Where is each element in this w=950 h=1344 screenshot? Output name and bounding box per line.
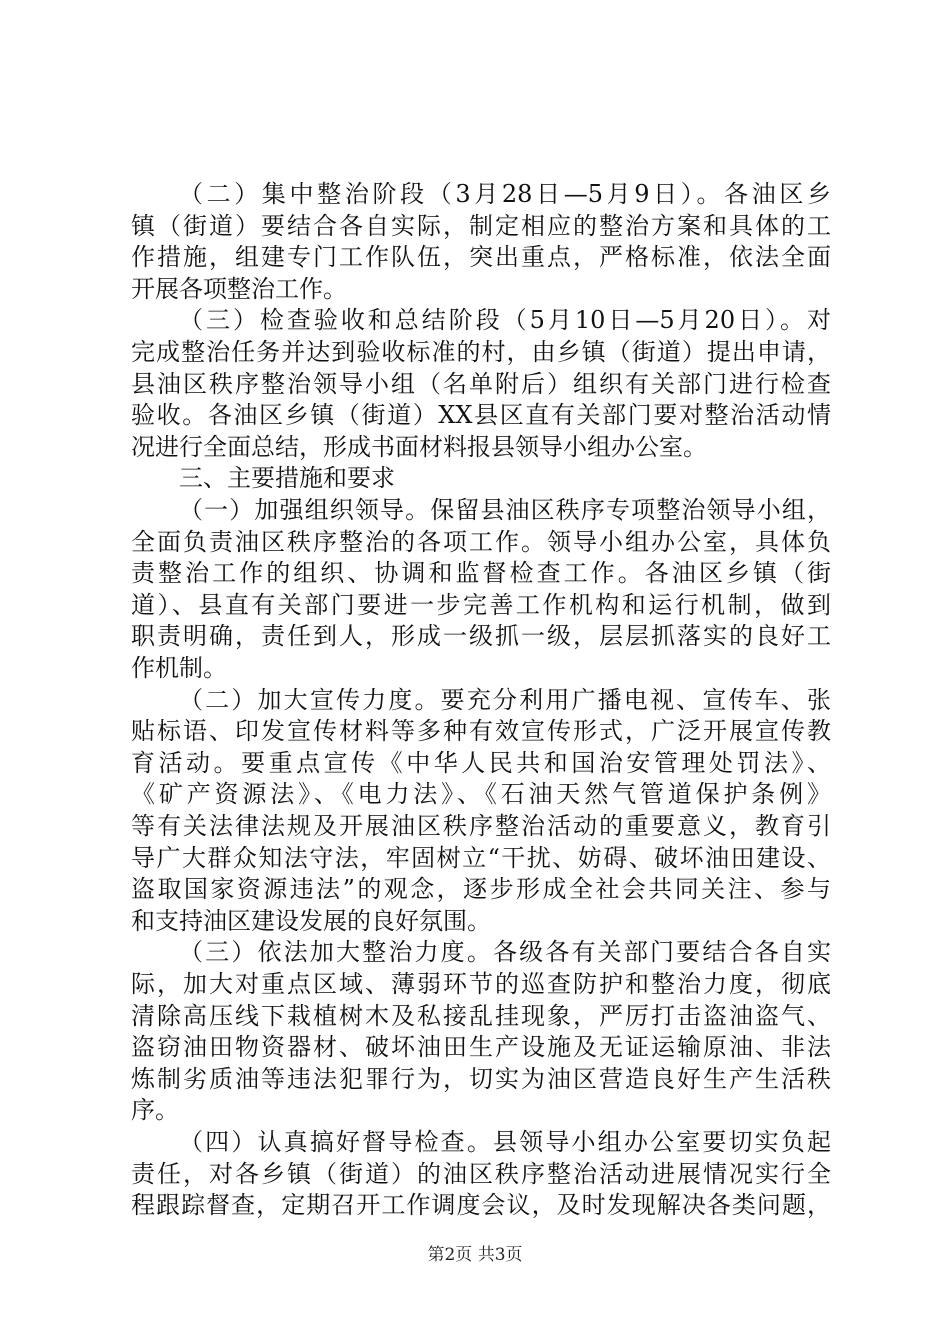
paragraph-line: 际，加大对重点区域、薄弱环节的巡查防护和整治力度，彻底 [131,970,831,998]
paragraph-line: 全面负责油区秩序整治的各项工作。领导小组办公室，具体负 [131,527,831,556]
paragraph-line: 盗窃油田物资器材、破坏油田生产设施及无证运输原油、非法 [131,1033,831,1062]
paragraph-line: 作措施，组建专门工作队伍，突出重点，严格标准，依法全面 [131,243,831,272]
paragraph-line: （二）集中整治阶段（3月28日—5月9日）。各油区乡 [179,180,831,208]
paragraph-line: 完成整治任务并达到验收标准的村，由乡镇（街道）提出申请， [131,338,831,366]
paragraph-line: 《矿产资源法》、《电力法》、《石油天然气管道保护条例》 [131,780,831,809]
paragraph-line: 道）、县直有关部门要进一步完善工作机构和运行机制，做到 [131,590,831,619]
section-heading: 三、主要措施和要求 [179,464,395,493]
paragraph-line: 县油区秩序整治领导小组（名单附后）组织有关部门进行检查 [131,369,831,398]
paragraph-line: （三）依法加大整治力度。各级各有关部门要结合各自实 [179,938,831,967]
paragraph-line: 育活动。要重点宣传《中华人民共和国治安管理处罚法》、 [131,748,831,777]
paragraph-line: 责任，对各乡镇（街道）的油区秩序整治活动进展情况实行全 [131,1159,831,1188]
paragraph-line: （二）加大宣传力度。要充分利用广播电视、宣传车、张 [179,685,831,714]
paragraph-line: 序。 [131,1096,179,1125]
paragraph-line: 导广大群众知法守法，牢固树立“干扰、妨碍、破坏油田建设、 [131,843,831,872]
paragraph-line: 贴标语、印发宣传材料等多种有效宣传形式，广泛开展宣传教 [131,717,831,746]
paragraph-line: 况进行全面总结，形成书面材料报县领导小组办公室。 [131,432,707,461]
paragraph-line: （一）加强组织领导。保留县油区秩序专项整治领导小组， [179,496,831,524]
paragraph-line: 清除高压线下栽植树木及私接乱挂现象，严厉打击盗油盗气、 [131,1001,831,1030]
paragraph-line: 开展各项整治工作。 [131,274,347,303]
paragraph-line: （四）认真搞好督导检查。县领导小组办公室要切实负起 [179,1128,831,1156]
paragraph-line: 职责明确，责任到人，形成一级抓一级，层层抓落实的良好工 [131,622,831,651]
paragraph-line: 程跟踪督查，定期召开工作调度会议，及时发现解决各类问题， [131,1191,831,1220]
paragraph-line: 作机制。 [131,654,227,682]
paragraph-line: 盗取国家资源违法”的观念，逐步形成全社会共同关注、参与 [131,875,831,904]
paragraph-line: 责整治工作的组织、协调和监督检查工作。各油区乡镇（街 [131,559,831,588]
paragraph-line: 炼制劣质油等违法犯罪行为，切实为油区营造良好生产生活秩 [131,1064,831,1093]
page-number: 第2页 共3页 [427,1245,523,1265]
paragraph-line: 等有关法律法规及开展油区秩序整治活动的重要意义，教育引 [131,812,831,840]
paragraph-line: 镇（街道）要结合各自实际，制定相应的整治方案和具体的工 [131,211,831,240]
paragraph-line: 验收。各油区乡镇（街道）XX县区直有关部门要对整治活动情 [131,401,831,430]
paragraph-line: （三）检查验收和总结阶段（5月10日—5月20日）。对 [179,306,831,335]
paragraph-line: 和支持油区建设发展的良好氛围。 [131,906,491,935]
